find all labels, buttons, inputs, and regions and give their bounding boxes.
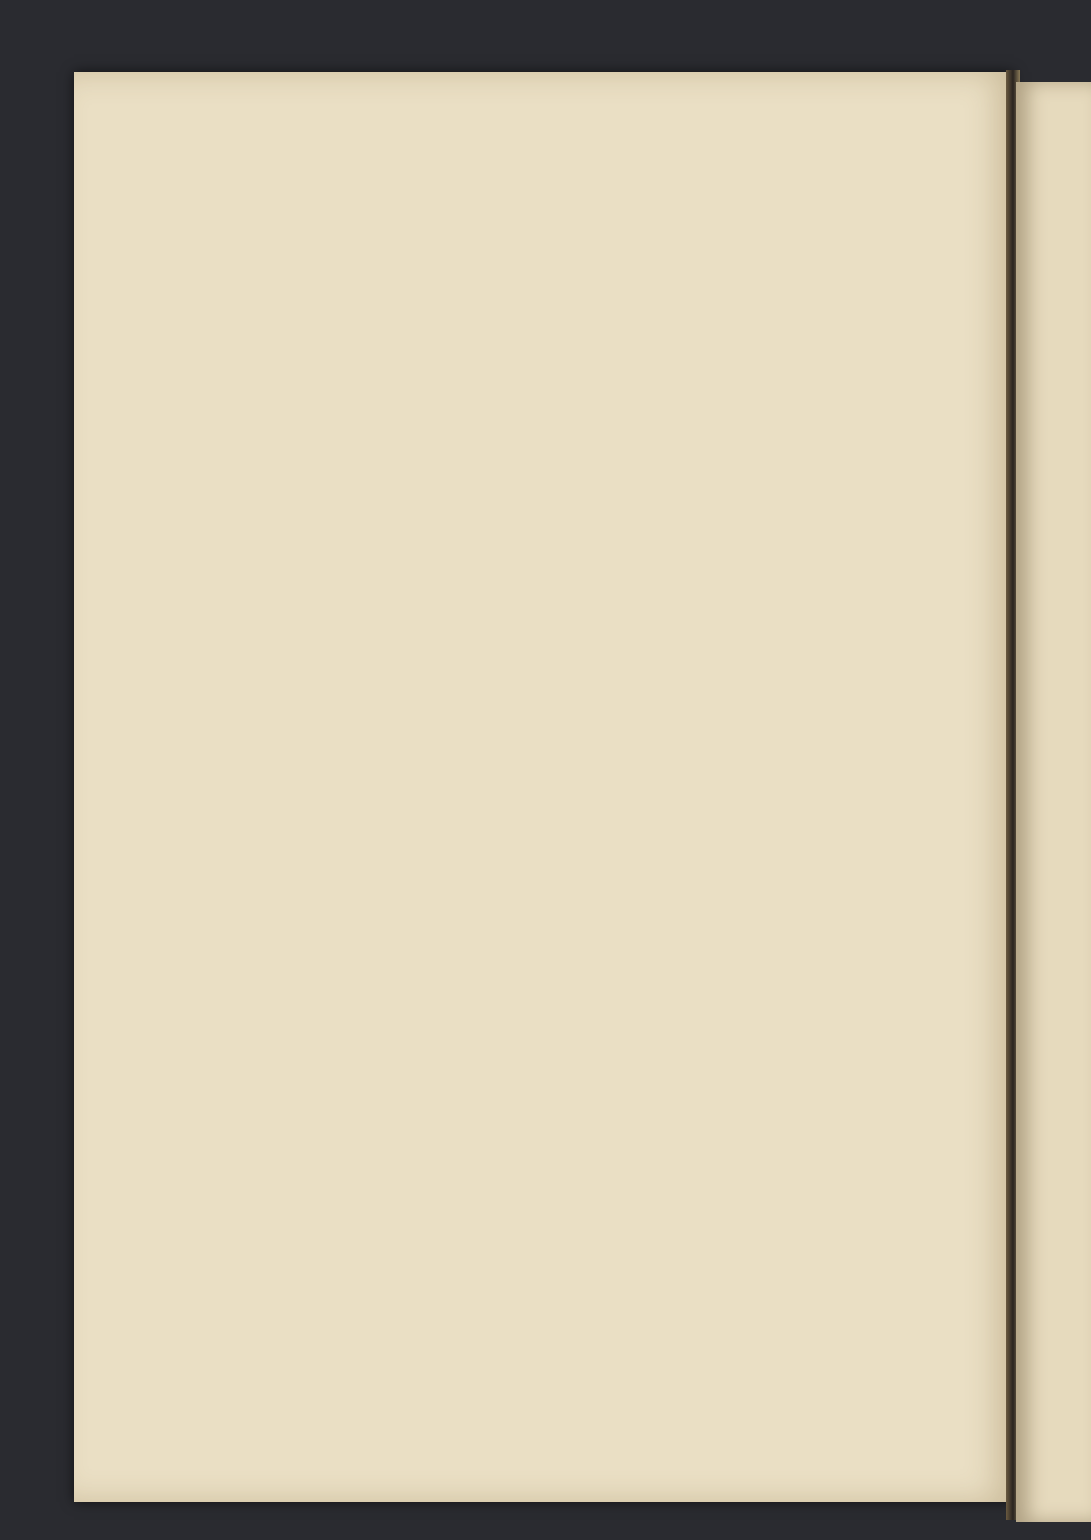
next-page-edge xyxy=(1016,82,1091,1522)
document-page xyxy=(74,72,1014,1502)
